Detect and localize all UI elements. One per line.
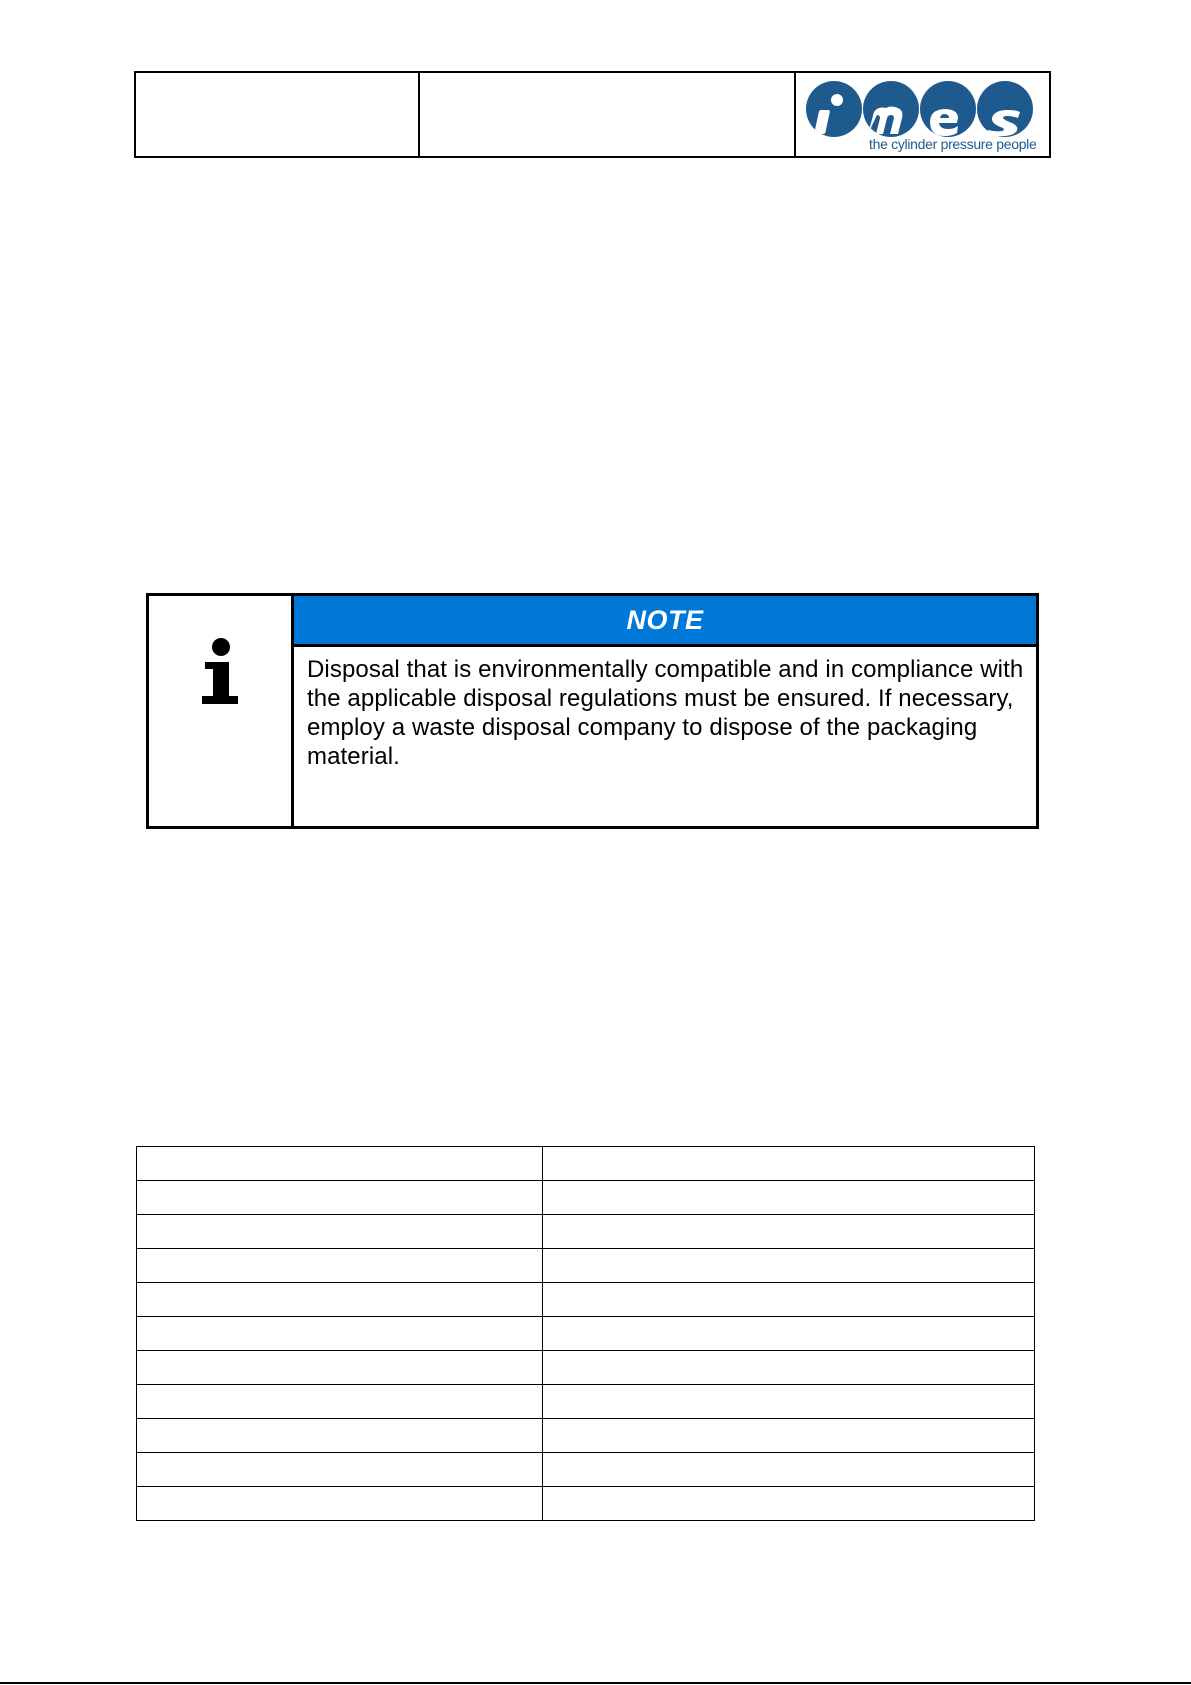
table-cell <box>543 1283 1035 1317</box>
table-cell <box>543 1317 1035 1351</box>
note-title: NOTE <box>294 596 1036 647</box>
table-row <box>137 1283 1035 1317</box>
note-icon-column <box>149 596 294 826</box>
table-row <box>137 1419 1035 1453</box>
table-cell <box>137 1351 543 1385</box>
data-table <box>136 1146 1035 1521</box>
table-cell <box>543 1181 1035 1215</box>
table-cell <box>137 1419 543 1453</box>
table-cell <box>137 1283 543 1317</box>
table-cell <box>137 1317 543 1351</box>
table-cell <box>137 1215 543 1249</box>
table-row <box>137 1147 1035 1181</box>
data-table-body <box>137 1147 1035 1521</box>
table-cell <box>543 1215 1035 1249</box>
note-box <box>146 593 1039 829</box>
table-cell <box>543 1351 1035 1385</box>
logo-tagline: the cylinder pressure people <box>869 136 1037 152</box>
table-cell <box>543 1385 1035 1419</box>
table-cell <box>137 1487 543 1521</box>
table-row <box>137 1317 1035 1351</box>
info-icon <box>202 638 238 704</box>
table-row <box>137 1351 1035 1385</box>
imes-logo-circles <box>806 78 1042 138</box>
table-row <box>137 1249 1035 1283</box>
table-cell <box>543 1453 1035 1487</box>
table-cell <box>137 1249 543 1283</box>
imes-logo <box>806 78 1042 154</box>
table-row <box>137 1215 1035 1249</box>
note-text: Disposal that is environmentally compatible and in compliance with the applicable disposal regulations must be ensured. If necessary, employ a waste disposal company to dispose of the packaging material. <box>307 656 1024 770</box>
table-cell <box>543 1249 1035 1283</box>
page-bottom-rule <box>0 1682 1191 1684</box>
note-content <box>294 596 1036 826</box>
table-row <box>137 1487 1035 1521</box>
header-cell-middle <box>420 73 796 156</box>
table-cell <box>137 1385 543 1419</box>
table-cell <box>543 1487 1035 1521</box>
document-header <box>134 71 1051 158</box>
table-row <box>137 1453 1035 1487</box>
table-cell <box>137 1181 543 1215</box>
table-row <box>137 1385 1035 1419</box>
table-cell <box>137 1147 543 1181</box>
table-cell <box>543 1147 1035 1181</box>
header-cell-logo <box>796 73 1049 156</box>
table-cell <box>137 1453 543 1487</box>
table-row <box>137 1181 1035 1215</box>
table-cell <box>543 1419 1035 1453</box>
header-cell-left <box>136 73 420 156</box>
